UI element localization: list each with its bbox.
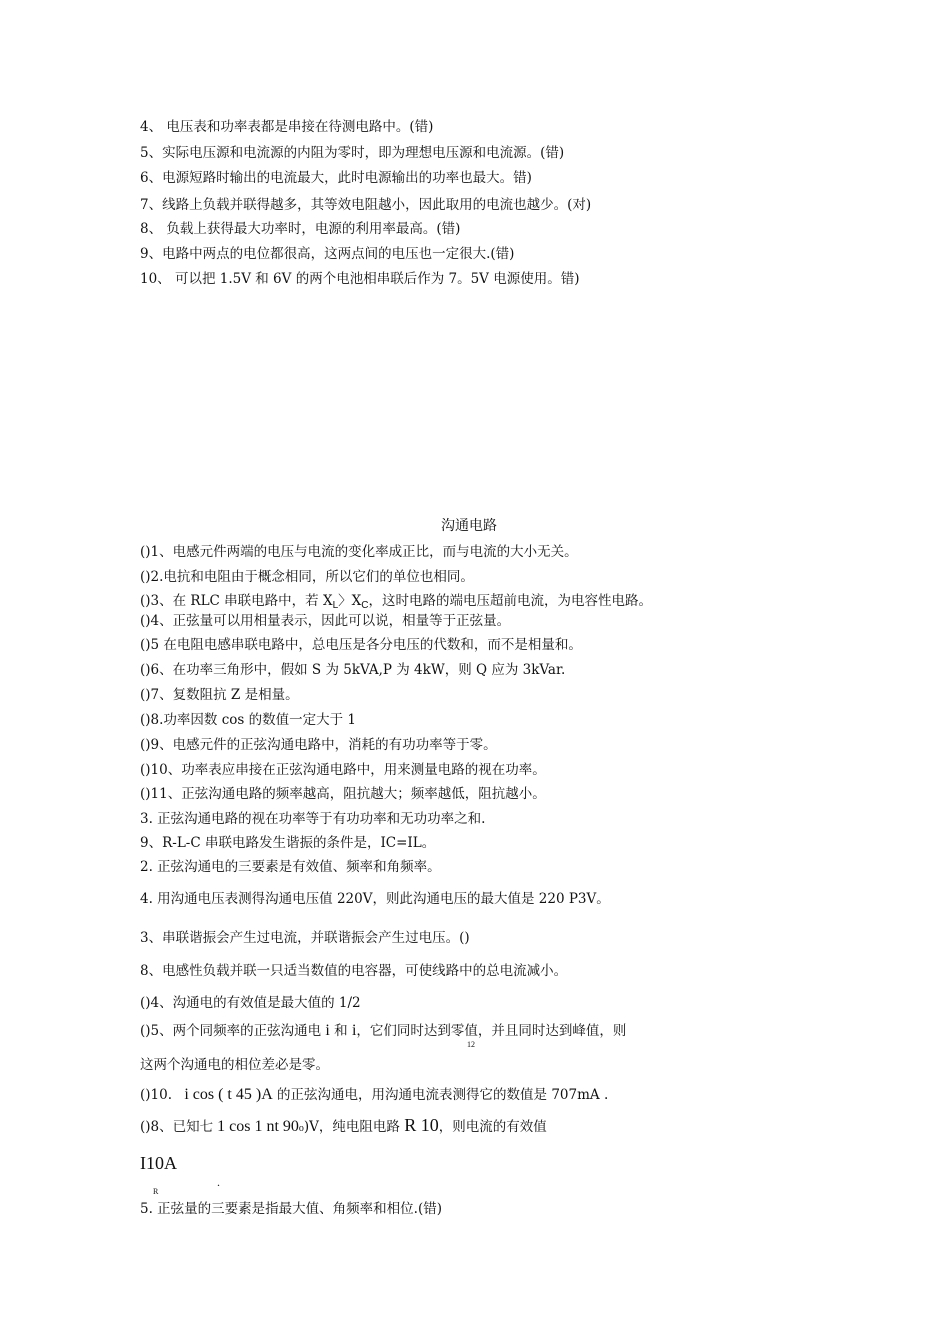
section-title: 沟通电路 [441, 518, 497, 534]
ac-statement-1: ()1、电感元件两端的电压与电流的变化率成正比，而与电流的大小无关。 [140, 544, 578, 560]
ac-statement-7: ()7、复数阻抗 Z 是相量。 [140, 687, 299, 703]
ac-statement-6: ()6、在功率三角形中，假如 S 为 5kVA,P 为 4kW，则 Q 应为 3kVar. [140, 662, 566, 678]
ac-statement-10: ()10、功率表应串接在正弦沟通电路中，用来测量电路的视在功率。 [140, 762, 546, 778]
subscript-12: 12 [467, 1040, 475, 1049]
ac-statement-5: ()5 在电阻电感串联电路中，总电压是各分电压的代数和，而不是相量和。 [140, 637, 582, 653]
ac-statement-4: ()4、正弦量可以用相量表示，因此可以说，相量等于正弦量。 [140, 613, 511, 629]
ac-statement-11: ()11、正弦沟通电路的频率越高，阻抗越大；频率越低，阻抗越小。 [140, 786, 546, 802]
statement-current-meter: ()10. i cos ( t 45 )A 的正弦沟通电，用沟通电流表测得它的数值是 707mA . [140, 1086, 609, 1103]
statement-rms: ()4、沟通电的有效值是最大值的 1/2 [140, 995, 361, 1011]
statement-capacitor: 8、电感性负载并联一只适当数值的电容器，可使线路中的总电流减小。 [140, 963, 568, 979]
statement-overcurrent: 3、串联谐振会产生过电流，并联谐振会产生过电压。() [140, 930, 470, 946]
statement-three-elements: 2. 正弦沟通电的三要素是有效值、频率和角频率。 [140, 859, 441, 875]
statement-10: 10、 可以把 1.5V 和 6V 的两个电池相串联后作为 7。5V 电源使用。错) [140, 271, 580, 287]
subscript-r: R [153, 1187, 159, 1196]
ac-statement-9: ()9、电感元件的正弦沟通电路中，消耗的有功功率等于零。 [140, 737, 497, 753]
ac-statement-3: ()3、在 RLC 串联电路中，若 $X_L$〉$X_C$，这时电路的端电压超前电流，为电容性电路。 [140, 593, 652, 611]
statement-9: 9、电路中两点的电位都很高，这两点间的电压也一定很大.(错) [140, 246, 515, 262]
statement-power: 3. 正弦沟通电路的视在功率等于有功功率和无功功率之和. [140, 811, 486, 827]
ac-statement-8: ()8.功率因数 cos 的数值一定大于 1 [140, 712, 356, 728]
statement-same-frequency-cont: 这两个沟通电的相位差必是零。 [140, 1057, 329, 1073]
ac-statement-2: ()2.电抗和电阻由于概念相同，所以它们的单位也相同。 [140, 569, 474, 585]
statement-same-frequency: ()5、两个同频率的正弦沟通电 i 和 i，它们同时达到零值，并且同时达到峰值，则 [140, 1022, 627, 1039]
statement-7: 7、线路上负载并联得越多，其等效电阻越小，因此取用的电流也越少。(对) [140, 197, 592, 213]
statement-6: 6、电源短路时输出的电流最大，此时电源输出的功率也最大。错) [140, 170, 532, 186]
statement-resistor-circuit: ()8、已知七 1 cos 1 nt 90o)V，纯电阻电路 R 10，则电流的有效值 [140, 1115, 547, 1135]
statement-4: 4、 电压表和功率表都是串接在待测电路中。(错) [140, 119, 434, 135]
statement-5: 5、实际电压源和电流源的内阻为零时，即为理想电压源和电流源。(错) [140, 145, 565, 161]
answer-current: I10A [140, 1153, 177, 1173]
statement-8: 8、 负载上获得最大功率时，电源的利用率最高。(错) [140, 221, 461, 237]
statement-voltmeter: 4. 用沟通电压表测得沟通电压值 220V，则此沟通电压的最大值是 220 P3V。 [140, 891, 610, 907]
statement-resonance: 9、R-L-C 串联电路发生谐振的条件是，IC=IL。 [140, 835, 436, 851]
statement-sinusoid-elements: 5. 正弦量的三要素是指最大值、角频率和相位.(错) [140, 1201, 442, 1217]
dot-mark: . [217, 1175, 220, 1189]
